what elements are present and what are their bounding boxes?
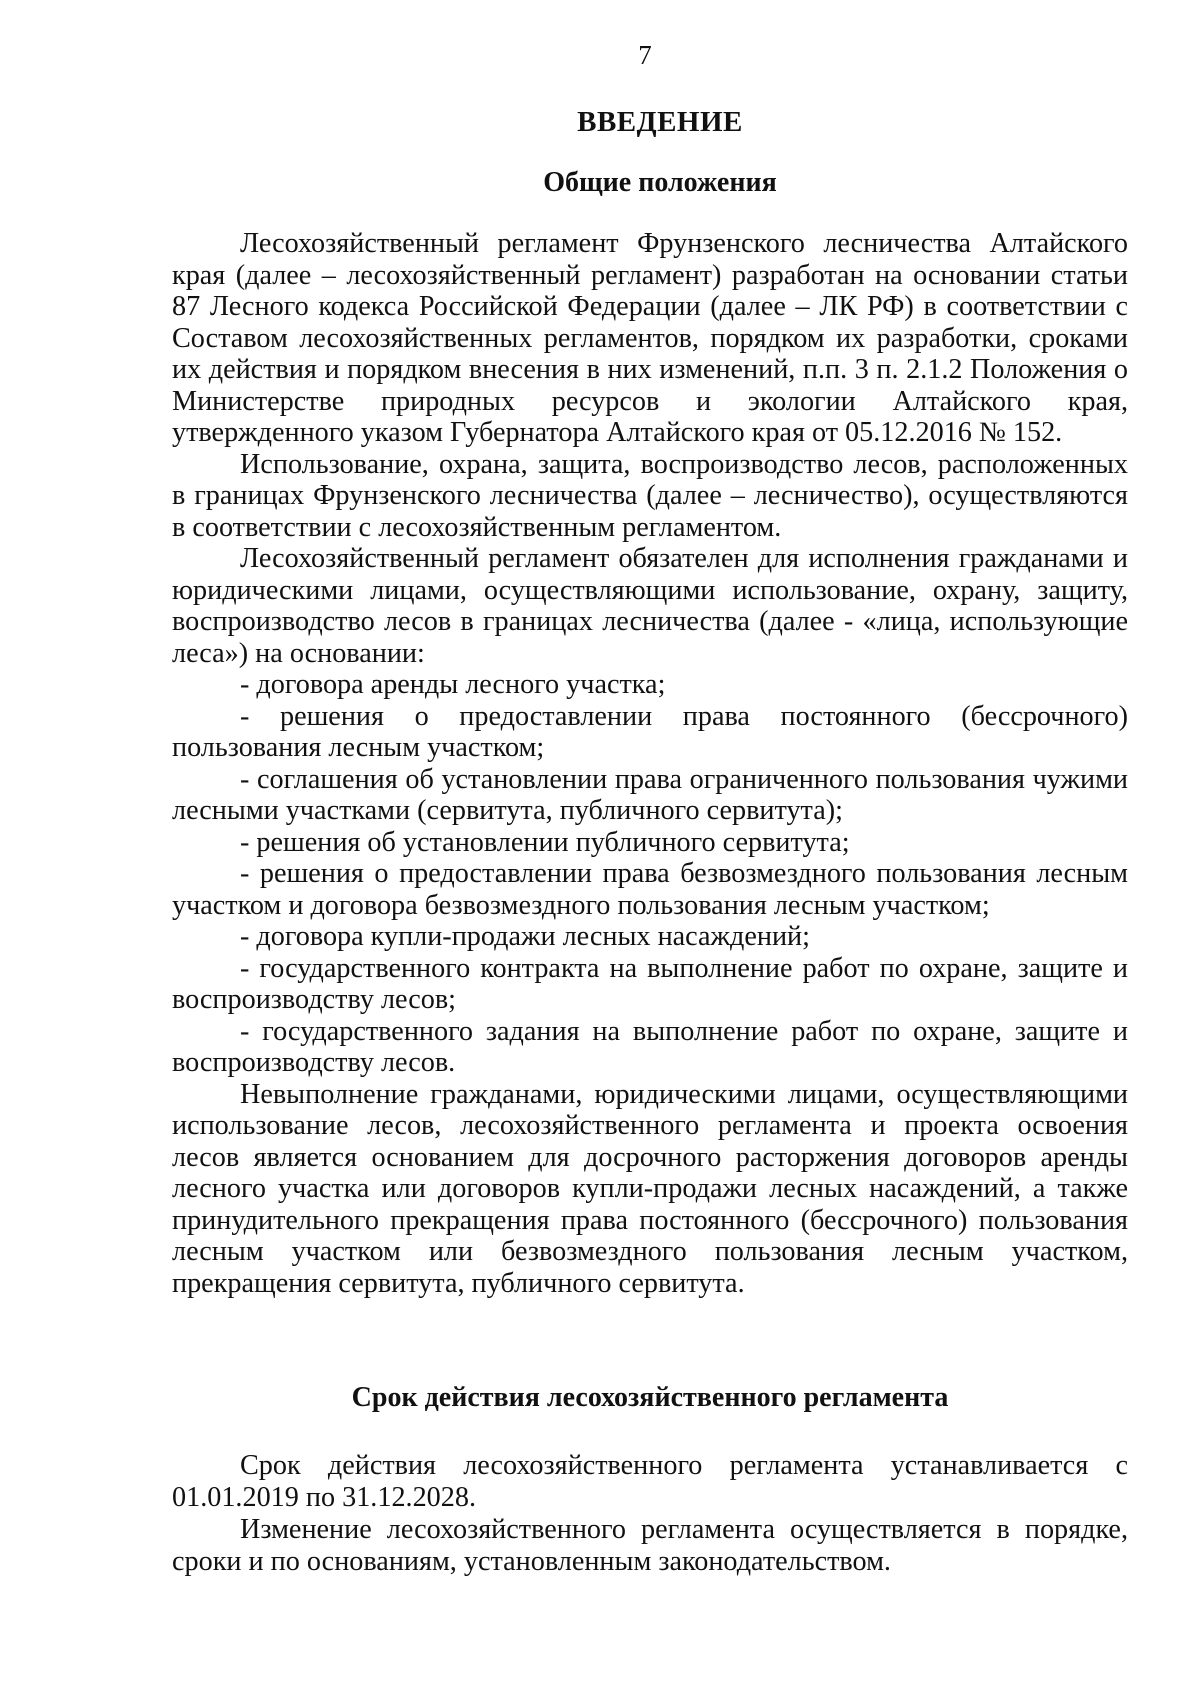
list-item: - решения об установлении публичного сервитута; (240, 826, 850, 858)
paragraph: Срок действия лесохозяйственного регламента устанавливается с 01.01.2019 по 31.12.2028. (172, 1450, 1128, 1513)
section-heading-validity: Срок действия лесохозяйственного регламента (351, 1382, 949, 1413)
page-number: 7 (638, 40, 652, 70)
paragraph: Невыполнение гражданами, юридическими лицами, осуществляющими использование лесов, лесохозяйственного регламента и проекта освоения лесов является основанием для досрочного расторжения договоров аренды лесного участка или договоров купли-продажи лесных насаждений, а также принудительного прекращения права постоянного (бессрочного) пользования лесным участком или безвозмездного пользования лесным участком, прекращения сервитута, публичного сервитута. (172, 1078, 1128, 1299)
list-item: - решения о предоставлении права постоянного (бессрочного) пользования лесным участком; (172, 700, 1128, 763)
paragraph: Лесохозяйственный регламент Фрунзенского лесничества Алтайского края (далее – лесохозяйственный регламент) разработан на основании статьи 87 Лесного кодекса Российской Федерации (далее – ЛК РФ) в соответствии с Составом лесохозяйственных регламентов, порядком их разработки, сроками их действия и порядком внесения в них изменений, п.п. 3 п. 2.1.2 Положения о Министерстве природных ресурсов и экологии Алтайского края, утвержденного указом Губернатора Алтайского края от 05.12.2016 № 152. (172, 228, 1128, 448)
list-item: - государственного задания на выполнение работ по охране, защите и воспроизводству лесов. (172, 1015, 1128, 1078)
general-provisions-body (172, 228, 1128, 1299)
paragraph: Изменение лесохозяйственного регламента осуществляется в порядке, сроки и по основаниям, установленным законодательством. (172, 1514, 1128, 1577)
list-item: - решения о предоставлении права безвозмездного пользования лесным участком и договора безвозмездного пользования лесным участком; (172, 858, 1128, 921)
list-item: - государственного контракта на выполнение работ по охране, защите и воспроизводству лесов; (172, 952, 1128, 1015)
paragraph: Лесохозяйственный регламент обязателен для исполнения гражданами и юридическими лицами, осуществляющими использование, охрану, защиту, воспроизводство лесов в границах лесничества (далее - «лица, использующие леса») на основании: (172, 543, 1128, 669)
page-title: ВВЕДЕНИЕ (577, 106, 743, 138)
section-heading-general: Общие положения (543, 167, 777, 198)
list-item: - соглашения об установлении права ограниченного пользования чужими лесными участками (сервитута, публичного сервитута); (172, 763, 1128, 826)
validity-body (172, 1450, 1128, 1578)
list-item: - договора купли-продажи лесных насаждений; (240, 921, 810, 952)
list-item: - договора аренды лесного участка; (240, 669, 666, 700)
paragraph: Использование, охрана, защита, воспроизводство лесов, расположенных в границах Фрунзенского лесничества (далее – лесничество), осуществляются в соответствии с лесохозяйственным регламентом. (172, 448, 1128, 543)
